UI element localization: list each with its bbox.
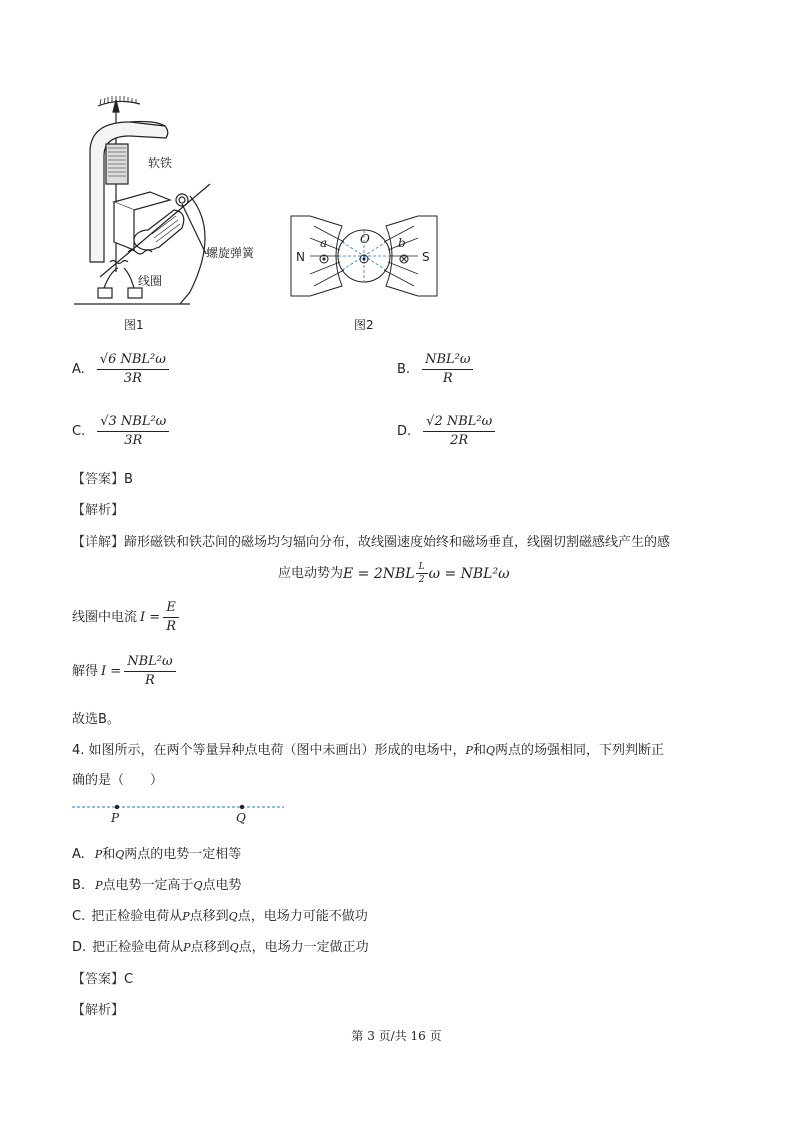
current-prefix: 线圈中电流 <box>72 609 138 625</box>
q4-line-1: 4. 如图所示，在两个等量异种点电荷（图中未画出）形成的电场中，P和Q两点的场强相同，下列判断正 <box>72 743 665 758</box>
answer-tag: 【答案】 <box>72 472 125 487</box>
solve-prefix: 解得 <box>72 663 99 679</box>
q4-point-p: P <box>465 744 473 757</box>
option-a-formula: $\frac{\text{√6 NBL²ω}}{3R}$ <box>97 352 169 387</box>
figure-1-caption: 图1 <box>124 318 144 332</box>
detail-line-1 <box>72 534 670 552</box>
q4-fig-label-q: Q <box>236 811 246 825</box>
label-south-pole: S <box>422 250 430 264</box>
option-d-formula: $\frac{\text{√2 NBL²ω}}{2R}$ <box>423 414 495 449</box>
emf-fraction: $\frac{L}{2}$ <box>416 562 428 585</box>
option-c-label: C. <box>72 424 86 439</box>
option-d-label: D. <box>397 424 412 439</box>
q4-point-q: Q <box>485 744 495 757</box>
answer-2-tag: 【答案】 <box>72 972 125 987</box>
current-fraction: $\frac{E}{R}$ <box>163 600 179 635</box>
radial-field-drawing <box>290 212 438 300</box>
emf-rhs: ω = NBL²ω <box>428 565 510 582</box>
q4-option-d[interactable]: D. 把正检验电荷从P点移到Q点，电场力一定做正功 <box>72 940 369 955</box>
solve-line <box>72 654 176 689</box>
emf-lhs: E = 2NBL <box>343 565 415 582</box>
figure-2-caption: 图2 <box>354 318 374 332</box>
option-b-label: B. <box>397 362 411 377</box>
galvanometer-drawing <box>70 92 270 312</box>
label-soft-iron: 软铁 <box>148 156 173 170</box>
label-north-pole: N <box>296 250 305 264</box>
current-lhs: I = <box>140 610 161 625</box>
q4-option-b[interactable]: B. P点电势一定高于Q点电势 <box>72 878 242 893</box>
label-point-b: b <box>398 236 406 250</box>
label-center-o: O <box>360 232 370 246</box>
choose-line: 故选B。 <box>72 712 120 727</box>
label-coil: 线圈 <box>138 274 163 288</box>
q4-dashed-line <box>72 800 286 830</box>
option-b-formula: $\frac{\text{NBL²ω}}{R}$ <box>422 352 473 387</box>
figure-1 <box>70 92 270 312</box>
current-line <box>72 600 179 635</box>
label-point-a: a <box>320 236 328 250</box>
option-c[interactable] <box>72 414 169 449</box>
option-a[interactable] <box>72 352 169 387</box>
emf-prefix: 应电动势为 <box>278 565 344 581</box>
q4-fig-label-p: P <box>111 811 120 825</box>
figure-2 <box>290 212 438 300</box>
option-c-formula: $\frac{\text{√3 NBL²ω}}{3R}$ <box>97 414 169 449</box>
option-a-label: A. <box>72 362 85 377</box>
analysis-tag-1: 【解析】 <box>72 503 125 518</box>
q4-option-a[interactable]: A. P和Q两点的电势一定相等 <box>72 847 242 862</box>
q4-line-2: 确的是（ ） <box>72 773 164 788</box>
analysis-tag-2: 【解析】 <box>72 1003 125 1018</box>
answer-1 <box>72 471 133 489</box>
solve-fraction: $\frac{\text{NBL²ω}}{R}$ <box>124 654 175 689</box>
answer-2 <box>72 971 133 989</box>
answer-value: B <box>124 472 133 487</box>
option-d[interactable] <box>397 414 495 449</box>
solve-lhs: I = <box>101 664 122 679</box>
q4-figure <box>72 800 286 830</box>
label-spiral-spring: 螺旋弹簧 <box>206 246 255 260</box>
option-b[interactable] <box>397 352 473 387</box>
answer-2-value: C <box>124 972 134 987</box>
q4-option-c[interactable]: C. 把正检验电荷从P点移到Q点，电场力可能不做功 <box>72 909 368 924</box>
detail-tag: 【详解】 <box>72 535 125 550</box>
detail-text: 蹄形磁铁和铁芯间的磁场均匀辐向分布，故线圈速度始终和磁场垂直，线圈切割磁感线产生的感 <box>124 535 671 550</box>
page-footer: 第 3 页/共 16 页 <box>351 1029 442 1043</box>
detail-line-2 <box>278 562 510 585</box>
